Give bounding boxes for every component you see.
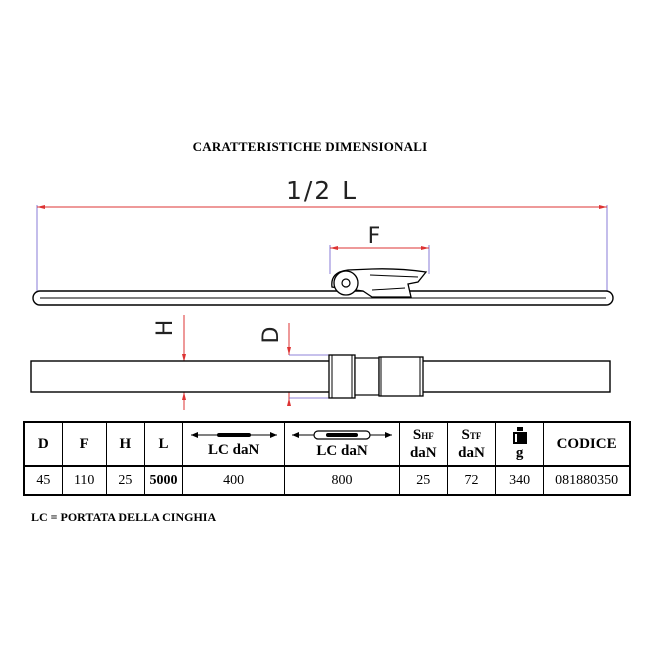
strap-side-view [33, 291, 613, 305]
header-h: H [106, 422, 144, 466]
buckle-technical-drawing [0, 160, 650, 410]
header-lc-single [183, 422, 285, 466]
header-shf-sub: HF [421, 430, 434, 441]
header-f: F [62, 422, 106, 466]
half-length-label: 1/2 L [285, 176, 359, 205]
header-shf-main: S [412, 426, 422, 443]
d-label: D [259, 326, 284, 344]
loop-strap-arrow-icon [290, 429, 394, 441]
single-strap-arrow-icon [189, 430, 279, 440]
cell-code: 081880350 [544, 466, 630, 495]
table-row [24, 466, 630, 495]
cell-lc-loop: 800 [285, 466, 399, 495]
cell-l: 5000 [144, 466, 182, 495]
weight-icon [512, 427, 528, 445]
header-stf-unit: daN [458, 444, 485, 461]
header-code: CODICE [544, 422, 630, 466]
header-d: D [24, 422, 62, 466]
header-stf-main: S [461, 426, 470, 443]
footnote: LC = PORTATA DELLA CINGHIA [31, 510, 217, 524]
cell-shf: 25 [399, 466, 447, 495]
f-dimension [330, 224, 429, 274]
half-length-dimension [37, 176, 607, 292]
cell-h: 25 [106, 466, 144, 495]
header-shf [399, 422, 447, 466]
h-label: H [153, 319, 178, 337]
cell-weight: 340 [496, 466, 544, 495]
strap-top-view [31, 361, 610, 392]
cell-stf: 72 [447, 466, 495, 495]
header-stf-sub: TF [469, 430, 482, 441]
header-lc-single-label: LC daN [208, 441, 260, 458]
header-lc-loop [285, 422, 399, 466]
ratchet-buckle-top [329, 355, 423, 398]
f-label: F [367, 224, 381, 249]
header-weight [496, 422, 544, 466]
header-lc-loop-label: LC daN [316, 442, 368, 459]
header-weight-unit: g [515, 444, 524, 461]
header-stf [447, 422, 495, 466]
cell-lc-single: 400 [183, 466, 285, 495]
cell-d: 45 [24, 466, 62, 495]
page-title: CARATTERISTICHE DIMENSIONALI [192, 139, 428, 154]
header-l: L [144, 422, 182, 466]
specification-table [23, 421, 631, 496]
cell-f: 110 [62, 466, 106, 495]
header-shf-unit: daN [409, 444, 437, 461]
table-header-row [24, 422, 630, 466]
